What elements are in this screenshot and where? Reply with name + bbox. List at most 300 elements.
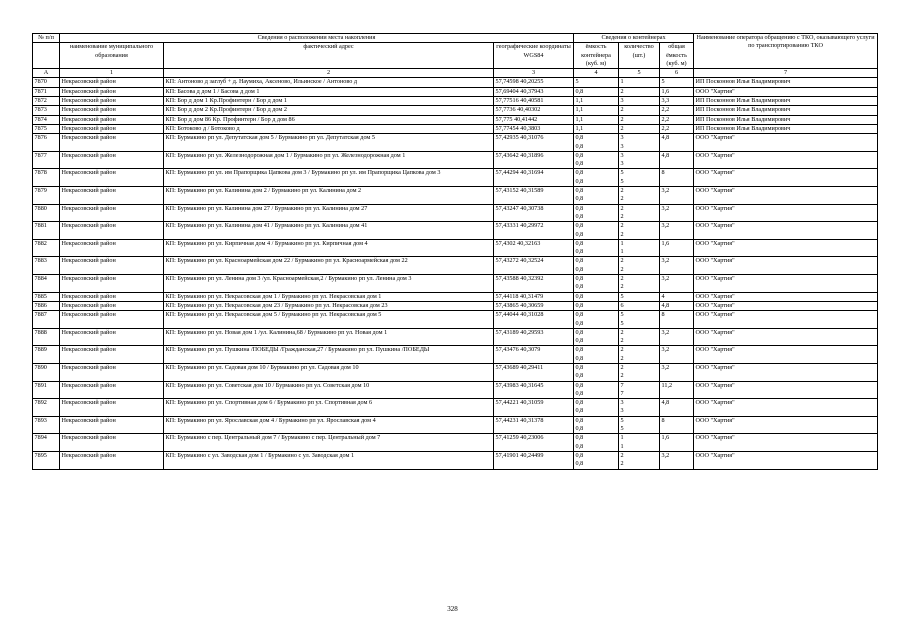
row-operator: ИП Посконнов Илья Владимирович	[694, 115, 878, 124]
row-operator: ООО "Хартия"	[694, 381, 878, 399]
row-capacity-value: 1,1	[575, 124, 584, 132]
row-capacity-value: 0,8	[575, 230, 584, 238]
table-row	[33, 434, 878, 452]
row-count-value: 2	[620, 230, 624, 238]
header-row-1	[33, 34, 878, 43]
row-count-value: 5	[620, 319, 624, 327]
row-number: 7887	[33, 311, 60, 329]
row-municipality: Некрасовский район	[60, 381, 164, 399]
row-coordinates: 57,43331 40,29972	[494, 222, 574, 240]
row-count	[619, 169, 660, 187]
row-capacity	[574, 416, 619, 434]
row-count-value: 2	[620, 87, 624, 95]
header-municipality: наименование муниципального образования	[60, 43, 164, 69]
row-address: КП: Бурмакино рп ул. им Прапорщика Цапкова дом 3 / Бурмакино рп ул. им Прапорщика Цапкова дом 3	[164, 169, 494, 187]
row-capacity-value: 0,8	[575, 363, 584, 371]
table-row	[33, 399, 878, 417]
row-operator: ООО "Хартия"	[694, 292, 878, 301]
row-capacity-value: 0,8	[575, 442, 584, 450]
row-municipality: Некрасовский район	[60, 78, 164, 87]
header-index-cell: 4	[574, 69, 619, 78]
row-capacity	[574, 187, 619, 205]
row-count-value: 3	[620, 407, 624, 415]
row-capacity-value: 0,8	[575, 151, 584, 159]
row-capacity	[574, 451, 619, 469]
row-count-value: 2	[620, 283, 624, 291]
table-row	[33, 124, 878, 133]
row-operator: ООО "Хартия"	[694, 134, 878, 152]
table-row	[33, 204, 878, 222]
header-capacity: ёмкость контейнера (куб. м)	[574, 43, 619, 69]
row-operator: ИП Посконнов Илья Владимирович	[694, 124, 878, 133]
row-coordinates: 57,43152 40,31589	[494, 187, 574, 205]
header-index-row	[33, 69, 878, 78]
row-capacity-value: 0,8	[575, 134, 584, 142]
row-municipality: Некрасовский район	[60, 301, 164, 310]
row-number: 7882	[33, 239, 60, 257]
row-number: 7870	[33, 78, 60, 87]
row-count-value: 2	[620, 328, 624, 336]
row-count-value: 3	[620, 160, 624, 168]
row-count	[619, 257, 660, 275]
row-municipality: Некрасовский район	[60, 416, 164, 434]
row-operator: ООО "Хартия"	[694, 169, 878, 187]
table-row	[33, 222, 878, 240]
row-municipality: Некрасовский район	[60, 134, 164, 152]
header-operator: Наименование оператора обращению с ТКО, оказывающего услуги по транспортированию ТКО	[694, 34, 878, 69]
header-index-cell: 7	[694, 69, 878, 78]
table-row	[33, 275, 878, 293]
row-count	[619, 381, 660, 399]
row-total-capacity: 8	[660, 311, 694, 329]
row-operator: ООО "Хартия"	[694, 204, 878, 222]
row-count-value: 5	[620, 311, 624, 319]
row-count-value: 2	[620, 451, 624, 459]
row-capacity-value: 0,8	[575, 389, 584, 397]
row-operator: ИП Посконнов Илья Владимирович	[694, 106, 878, 115]
table-row	[33, 451, 878, 469]
row-municipality: Некрасовский район	[60, 187, 164, 205]
register-page	[32, 33, 877, 470]
row-coordinates: 57,41259 40,23006	[494, 434, 574, 452]
row-number: 7890	[33, 363, 60, 381]
row-operator: ООО "Хартия"	[694, 87, 878, 96]
table-row	[33, 97, 878, 106]
row-coordinates: 57,44231 40,31378	[494, 416, 574, 434]
row-address: КП: Бурмакино рп ул. Красноармейская дом 22 / Бурмакино рп ул. Красноармейская дом 22	[164, 257, 494, 275]
row-total-capacity: 3,2	[660, 187, 694, 205]
row-coordinates: 57,74598 40,20255	[494, 78, 574, 87]
row-count-value: 2	[620, 257, 624, 265]
row-total-capacity: 4	[660, 292, 694, 301]
row-coordinates: 57,44044 40,31028	[494, 311, 574, 329]
row-operator: ООО "Хартия"	[694, 275, 878, 293]
table-body	[33, 78, 878, 469]
page-number: 328	[447, 605, 458, 613]
row-capacity	[574, 328, 619, 346]
row-address: КП: Антоново д заглуб + д. Наумиха, Аксеново, Ильинское / Антоново д	[164, 78, 494, 87]
row-total-capacity: 2,2	[660, 115, 694, 124]
row-count-value: 2	[620, 275, 624, 283]
row-municipality: Некрасовский район	[60, 124, 164, 133]
row-address: КП: Басова д дом 1 / Басова д дом 1	[164, 87, 494, 96]
row-count-value: 2	[620, 337, 624, 345]
row-operator: ООО "Хартия"	[694, 328, 878, 346]
row-capacity	[574, 346, 619, 364]
row-count	[619, 134, 660, 152]
row-capacity-value: 0,8	[575, 177, 584, 185]
row-count-value: 3	[620, 151, 624, 159]
row-count	[619, 204, 660, 222]
row-number: 7879	[33, 187, 60, 205]
row-capacity-value: 0,8	[575, 319, 584, 327]
row-count	[619, 78, 660, 87]
row-number: 7877	[33, 151, 60, 169]
row-count	[619, 151, 660, 169]
row-municipality: Некрасовский район	[60, 204, 164, 222]
row-capacity-value: 0,8	[575, 212, 584, 220]
row-operator: ООО "Хартия"	[694, 399, 878, 417]
row-address: КП: Бурмакино рп ул. Депутатская дом 5 / Бурмакино рп ул. Депутатская дом 5	[164, 134, 494, 152]
row-capacity-value: 0,8	[575, 187, 584, 195]
header-index-cell: 5	[619, 69, 660, 78]
row-number: 7892	[33, 399, 60, 417]
row-capacity	[574, 115, 619, 124]
row-capacity-value: 0,8	[575, 239, 584, 247]
row-count-value: 1	[620, 78, 624, 86]
row-count	[619, 292, 660, 301]
row-number: 7872	[33, 97, 60, 106]
row-coordinates: 57,44221 40,31059	[494, 399, 574, 417]
row-count-value: 1	[620, 434, 624, 442]
row-number: 7874	[33, 115, 60, 124]
row-municipality: Некрасовский район	[60, 292, 164, 301]
row-capacity	[574, 124, 619, 133]
row-address: КП: Бор д дом 1 Кр.Профинтерн / Бор д дом 1	[164, 97, 494, 106]
table-row	[33, 78, 878, 87]
row-address: КП: Бурмакино рп ул. Советская дом 10 / Бурмакино рп ул. Советская дом 10	[164, 381, 494, 399]
row-address: КП: Бурмакино рп ул. Некрасовская дом 23 / Бурмакино рп ул. Некрасовская дом 23	[164, 301, 494, 310]
row-operator: ООО "Хартия"	[694, 416, 878, 434]
row-coordinates: 57,43272 40,32524	[494, 257, 574, 275]
row-coordinates: 57,42935 40,31076	[494, 134, 574, 152]
row-operator: ООО "Хартия"	[694, 239, 878, 257]
row-count	[619, 328, 660, 346]
table-row	[33, 106, 878, 115]
row-municipality: Некрасовский район	[60, 97, 164, 106]
row-count-value: 2	[620, 187, 624, 195]
row-capacity-value: 0,8	[575, 248, 584, 256]
row-count-value: 2	[620, 106, 624, 114]
row-coordinates: 57,44118 40,31479	[494, 292, 574, 301]
row-number: 7885	[33, 292, 60, 301]
table-row	[33, 311, 878, 329]
row-municipality: Некрасовский район	[60, 87, 164, 96]
table-row	[33, 301, 878, 310]
row-capacity-value: 0,8	[575, 257, 584, 265]
row-capacity-value: 0,8	[575, 460, 584, 468]
row-number: 7889	[33, 346, 60, 364]
row-number: 7880	[33, 204, 60, 222]
row-capacity-value: 0,8	[575, 204, 584, 212]
row-capacity-value: 0,8	[575, 292, 584, 300]
row-capacity-value: 0,8	[575, 222, 584, 230]
row-capacity-value: 1,1	[575, 106, 584, 114]
row-count	[619, 451, 660, 469]
row-count-value: 2	[620, 460, 624, 468]
row-total-capacity: 3,2	[660, 363, 694, 381]
row-municipality: Некрасовский район	[60, 275, 164, 293]
table-row	[33, 363, 878, 381]
row-address: КП: Бор д дом 86 Кр. Профинтерн / Бор д дом 86	[164, 115, 494, 124]
row-address: КП: Бурмакино рп ул. Новая дом 1 /ул. Калинина,68 / Бурмакино рп ул. Новая дом 1	[164, 328, 494, 346]
row-number: 7878	[33, 169, 60, 187]
row-total-capacity: 3,2	[660, 204, 694, 222]
row-total-capacity: 3,2	[660, 346, 694, 364]
row-address: КП: Бурмакино рп ул. Ярославская дом 4 / Бурмакино рп ул. Ярославская дом 4	[164, 416, 494, 434]
row-capacity-value: 0,8	[575, 372, 584, 380]
row-count-value: 5	[620, 416, 624, 424]
header-empty	[33, 43, 60, 69]
header-index-cell: 3	[494, 69, 574, 78]
row-municipality: Некрасовский район	[60, 451, 164, 469]
row-count-value: 2	[620, 346, 624, 354]
row-number: 7884	[33, 275, 60, 293]
row-count	[619, 239, 660, 257]
row-address: КП: Бурмакино рп ул. Некрасовская дом 5 / Бурмакино рп ул. Некрасовская дом 5	[164, 311, 494, 329]
table-row	[33, 134, 878, 152]
row-count	[619, 346, 660, 364]
row-number: 7886	[33, 301, 60, 310]
row-total-capacity: 4,8	[660, 301, 694, 310]
row-capacity	[574, 434, 619, 452]
row-total-capacity: 1,6	[660, 239, 694, 257]
row-capacity-value: 0,8	[575, 142, 584, 150]
row-count-value: 5	[620, 292, 624, 300]
table-row	[33, 239, 878, 257]
row-operator: ООО "Хартия"	[694, 311, 878, 329]
row-capacity	[574, 257, 619, 275]
row-number: 7894	[33, 434, 60, 452]
row-operator: ООО "Хартия"	[694, 222, 878, 240]
row-count-value: 2	[620, 372, 624, 380]
header-index-cell: А	[33, 69, 60, 78]
header-location-group: Сведения о расположении места накопления	[60, 34, 574, 43]
row-count-value: 5	[620, 177, 624, 185]
row-count-value: 5	[620, 425, 624, 433]
row-capacity	[574, 292, 619, 301]
table-row	[33, 257, 878, 275]
row-count	[619, 311, 660, 329]
row-operator: ООО "Хартия"	[694, 257, 878, 275]
row-capacity-value: 0,8	[575, 399, 584, 407]
row-count-value: 3	[620, 142, 624, 150]
row-municipality: Некрасовский район	[60, 151, 164, 169]
row-capacity	[574, 204, 619, 222]
row-address: КП: Бурмакино рп ул. Пушкина /ПОБЕДЫ /Гражданская,27 / Бурмакино рп ул. Пушкина /ПОБЕДЫ	[164, 346, 494, 364]
row-capacity-value: 0,8	[575, 283, 584, 291]
row-operator: ООО "Хартия"	[694, 151, 878, 169]
header-number: № п/п	[33, 34, 60, 43]
row-address: КП: Бурмакино рп ул. Садовая дом 10 / Бурмакино рп ул. Садовая дом 10	[164, 363, 494, 381]
row-number: 7891	[33, 381, 60, 399]
row-operator: ООО "Хартия"	[694, 434, 878, 452]
row-coordinates: 57,43865 40,30659	[494, 301, 574, 310]
row-count-value: 2	[620, 222, 624, 230]
row-capacity	[574, 399, 619, 417]
table-row	[33, 169, 878, 187]
row-coordinates: 57,77516 40,40581	[494, 97, 574, 106]
row-number: 7881	[33, 222, 60, 240]
table-row	[33, 151, 878, 169]
row-coordinates: 57,69404 40,37943	[494, 87, 574, 96]
row-municipality: Некрасовский район	[60, 239, 164, 257]
row-municipality: Некрасовский район	[60, 346, 164, 364]
row-total-capacity: 4,8	[660, 399, 694, 417]
row-count-value: 1	[620, 239, 624, 247]
table-row	[33, 381, 878, 399]
row-municipality: Некрасовский район	[60, 328, 164, 346]
row-coordinates: 57,43588 40,32392	[494, 275, 574, 293]
row-capacity-value: 0,8	[575, 328, 584, 336]
table-row	[33, 292, 878, 301]
row-count-value: 2	[620, 363, 624, 371]
row-address: КП: Ботоково д / Ботоково д	[164, 124, 494, 133]
row-capacity-value: 0,8	[575, 87, 584, 95]
row-coordinates: 57,77454 40,3803	[494, 124, 574, 133]
row-capacity-value: 0,8	[575, 275, 584, 283]
row-total-capacity: 4,8	[660, 151, 694, 169]
row-count	[619, 301, 660, 310]
table-row	[33, 115, 878, 124]
row-address: КП: Бурмакино рп ул. Калинина дом 41 / Бурмакино рп ул. Калинина дом 41	[164, 222, 494, 240]
row-count	[619, 97, 660, 106]
row-address: КП: Бурмакино рп ул. Железнодорожная дом 1 / Бурмакино рп ул. Железнодорожная дом 1	[164, 151, 494, 169]
row-capacity-value: 0,8	[575, 265, 584, 273]
row-capacity-value: 0,8	[575, 451, 584, 459]
row-count	[619, 399, 660, 417]
row-total-capacity: 3,2	[660, 275, 694, 293]
row-capacity-value: 0,8	[575, 301, 584, 309]
row-operator: ИП Посконнов Илья Владимирович	[694, 78, 878, 87]
row-capacity	[574, 239, 619, 257]
row-count	[619, 416, 660, 434]
row-total-capacity: 3,2	[660, 222, 694, 240]
row-coordinates: 57,43247 40,30738	[494, 204, 574, 222]
row-capacity-value: 0,8	[575, 169, 584, 177]
row-count	[619, 124, 660, 133]
row-count	[619, 275, 660, 293]
row-capacity	[574, 87, 619, 96]
waste-sites-table	[32, 33, 878, 470]
row-total-capacity: 2,2	[660, 124, 694, 133]
row-capacity-value: 1,1	[575, 97, 584, 105]
row-operator: ИП Посконнов Илья Владимирович	[694, 97, 878, 106]
row-coordinates: 57,44294 40,31694	[494, 169, 574, 187]
row-number: 7888	[33, 328, 60, 346]
table-row	[33, 416, 878, 434]
row-count-value: 1	[620, 248, 624, 256]
row-municipality: Некрасовский район	[60, 106, 164, 115]
row-number: 7895	[33, 451, 60, 469]
row-count-value: 2	[620, 204, 624, 212]
row-count-value: 2	[620, 354, 624, 362]
row-address: КП: Бурмакино рп ул. Калинина дом 27 / Бурмакино рп ул. Калинина дом 27	[164, 204, 494, 222]
row-capacity-value: 0,8	[575, 381, 584, 389]
row-municipality: Некрасовский район	[60, 399, 164, 417]
row-capacity	[574, 78, 619, 87]
row-total-capacity: 4,8	[660, 134, 694, 152]
header-total: общая ёмкость (куб. м)	[660, 43, 694, 69]
row-total-capacity: 3,2	[660, 328, 694, 346]
row-operator: ООО "Хартия"	[694, 187, 878, 205]
header-index-cell: 1	[60, 69, 164, 78]
row-address: КП: Бурмакино рп ул. Кирпичная дом 4 / Бурмакино рп ул. Кирпичная дом 4	[164, 239, 494, 257]
row-coordinates: 57,7736 40,40302	[494, 106, 574, 115]
row-capacity-value: 5	[575, 78, 579, 86]
row-operator: ООО "Хартия"	[694, 451, 878, 469]
row-municipality: Некрасовский район	[60, 363, 164, 381]
table-row	[33, 87, 878, 96]
row-capacity	[574, 151, 619, 169]
row-address: КП: Бурмакино рп ул. Спортивная дом 6 / Бурмакино рп ул. Спортивная дом 6	[164, 399, 494, 417]
row-coordinates: 57,775 40,41442	[494, 115, 574, 124]
row-total-capacity: 5	[660, 78, 694, 87]
row-coordinates: 57,4302 40,32163	[494, 239, 574, 257]
row-capacity	[574, 134, 619, 152]
row-capacity-value: 0,8	[575, 434, 584, 442]
row-count-value: 2	[620, 265, 624, 273]
header-index-cell: 2	[164, 69, 494, 78]
row-address: КП: Бурмакино с ул. Заводская дом 1 / Бурмакино с ул. Заводская дом 1	[164, 451, 494, 469]
row-count	[619, 363, 660, 381]
row-total-capacity: 1,6	[660, 87, 694, 96]
row-count-value: 2	[620, 195, 624, 203]
row-count-value: 3	[620, 399, 624, 407]
header-index-cell: 6	[660, 69, 694, 78]
row-capacity	[574, 106, 619, 115]
row-capacity	[574, 222, 619, 240]
row-address: КП: Бурмакино рп ул. Калинина дом 2 / Бурмакино рп ул. Калинина дом 2	[164, 187, 494, 205]
row-coordinates: 57,43689 40,29411	[494, 363, 574, 381]
row-capacity-value: 0,8	[575, 346, 584, 354]
row-count	[619, 222, 660, 240]
row-count-value: 7	[620, 381, 624, 389]
row-capacity	[574, 169, 619, 187]
row-capacity	[574, 311, 619, 329]
row-count-value: 3	[620, 134, 624, 142]
row-capacity-value: 0,8	[575, 407, 584, 415]
row-count-value: 6	[620, 301, 624, 309]
row-total-capacity: 11,2	[660, 381, 694, 399]
header-containers-group: Сведения о контейнерах	[574, 34, 694, 43]
header-address: фактический адрес	[164, 43, 494, 69]
row-capacity	[574, 381, 619, 399]
row-capacity-value: 0,8	[575, 425, 584, 433]
row-address: КП: Бурмакино с пер. Центральный дом 7 / Бурмакино с пер. Центральный дом 7	[164, 434, 494, 452]
row-coordinates: 57,43476 40,3079	[494, 346, 574, 364]
row-capacity-value: 0,8	[575, 195, 584, 203]
row-total-capacity: 8	[660, 416, 694, 434]
row-address: КП: Бурмакино рп ул. Некрасовская дом 1 / Бурмакино рп ул. Некрасовская дом 1	[164, 292, 494, 301]
row-total-capacity: 3,3	[660, 97, 694, 106]
row-capacity	[574, 301, 619, 310]
row-count	[619, 187, 660, 205]
row-coordinates: 57,43983 40,31645	[494, 381, 574, 399]
row-municipality: Некрасовский район	[60, 257, 164, 275]
row-count-value: 2	[620, 212, 624, 220]
row-capacity-value: 0,8	[575, 311, 584, 319]
